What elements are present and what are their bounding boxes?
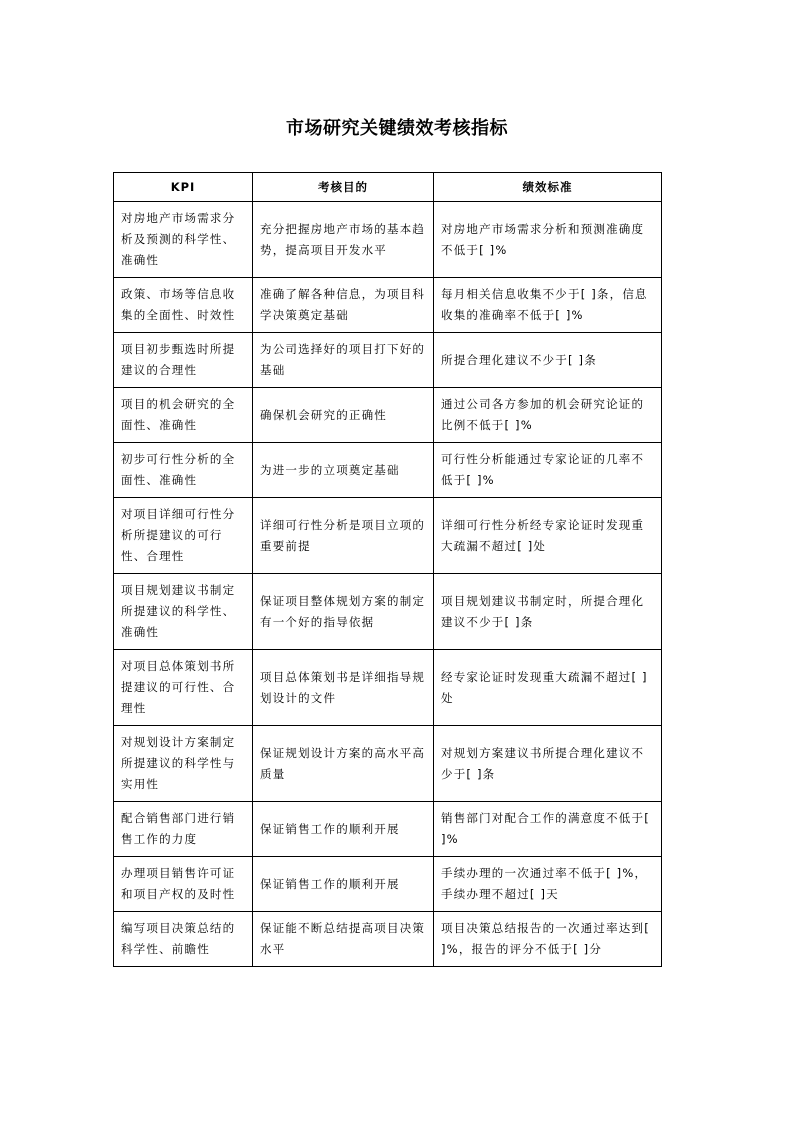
cell-kpi: 对规划设计方案制定所提建议的科学性与实用性 [114, 726, 253, 802]
cell-standard: 可行性分析能通过专家论证的几率不低于[ ]% [434, 443, 662, 498]
cell-purpose: 保证能不断总结提高项目决策水平 [253, 912, 434, 967]
cell-standard: 对房地产市场需求分析和预测准确度不低于[ ]% [434, 202, 662, 278]
table-row [114, 857, 662, 912]
cell-standard: 经专家论证时发现重大疏漏不超过[ ]处 [434, 650, 662, 726]
header-standard: 绩效标准 [434, 173, 662, 202]
cell-kpi: 配合销售部门进行销售工作的力度 [114, 802, 253, 857]
table-row [114, 498, 662, 574]
cell-kpi: 初步可行性分析的全面性、准确性 [114, 443, 253, 498]
table-header-row [114, 173, 662, 202]
cell-kpi: 对房地产市场需求分析及预测的科学性、准确性 [114, 202, 253, 278]
cell-kpi: 项目规划建议书制定所提建议的科学性、准确性 [114, 574, 253, 650]
cell-standard: 所提合理化建议不少于[ ]条 [434, 333, 662, 388]
header-purpose: 考核目的 [253, 173, 434, 202]
cell-standard: 对规划方案建议书所提合理化建议不少于[ ]条 [434, 726, 662, 802]
cell-standard: 每月相关信息收集不少于[ ]条，信息收集的准确率不低于[ ]% [434, 278, 662, 333]
cell-kpi: 办理项目销售许可证和项目产权的及时性 [114, 857, 253, 912]
cell-purpose: 项目总体策划书是详细指导规划设计的文件 [253, 650, 434, 726]
cell-purpose: 准确了解各种信息，为项目科学决策奠定基础 [253, 278, 434, 333]
table-row [114, 574, 662, 650]
table-row [114, 443, 662, 498]
cell-standard: 通过公司各方参加的机会研究论证的比例不低于[ ]% [434, 388, 662, 443]
cell-standard: 销售部门对配合工作的满意度不低于[ ]% [434, 802, 662, 857]
cell-purpose: 确保机会研究的正确性 [253, 388, 434, 443]
cell-kpi: 项目初步甄选时所提建议的合理性 [114, 333, 253, 388]
table-row [114, 388, 662, 443]
cell-standard: 手续办理的一次通过率不低于[ ]%，手续办理不超过[ ]天 [434, 857, 662, 912]
cell-kpi: 政策、市场等信息收集的全面性、时效性 [114, 278, 253, 333]
table-row [114, 726, 662, 802]
cell-kpi: 项目的机会研究的全面性、准确性 [114, 388, 253, 443]
cell-purpose: 保证项目整体规划方案的制定有一个好的指导依据 [253, 574, 434, 650]
page-title: 市场研究关键绩效考核指标 [286, 118, 508, 139]
cell-purpose: 保证销售工作的顺利开展 [253, 857, 434, 912]
cell-purpose: 详细可行性分析是项目立项的重要前提 [253, 498, 434, 574]
kpi-table [113, 172, 662, 967]
cell-purpose: 保证规划设计方案的高水平高质量 [253, 726, 434, 802]
cell-purpose: 充分把握房地产市场的基本趋势，提高项目开发水平 [253, 202, 434, 278]
cell-standard: 项目规划建议书制定时，所提合理化建议不少于[ ]条 [434, 574, 662, 650]
table-body [114, 202, 662, 967]
cell-purpose: 保证销售工作的顺利开展 [253, 802, 434, 857]
table-row [114, 202, 662, 278]
table-row [114, 278, 662, 333]
cell-standard: 详细可行性分析经专家论证时发现重大疏漏不超过[ ]处 [434, 498, 662, 574]
table-row [114, 650, 662, 726]
cell-kpi: 对项目详细可行性分析所提建议的可行性、合理性 [114, 498, 253, 574]
cell-standard: 项目决策总结报告的一次通过率达到[ ]%，报告的评分不低于[ ]分 [434, 912, 662, 967]
table-row [114, 333, 662, 388]
table-row [114, 912, 662, 967]
header-kpi: KPI [114, 173, 253, 202]
table-row [114, 802, 662, 857]
cell-kpi: 编写项目决策总结的科学性、前瞻性 [114, 912, 253, 967]
cell-purpose: 为公司选择好的项目打下好的基础 [253, 333, 434, 388]
cell-purpose: 为进一步的立项奠定基础 [253, 443, 434, 498]
cell-kpi: 对项目总体策划书所提建议的可行性、合理性 [114, 650, 253, 726]
